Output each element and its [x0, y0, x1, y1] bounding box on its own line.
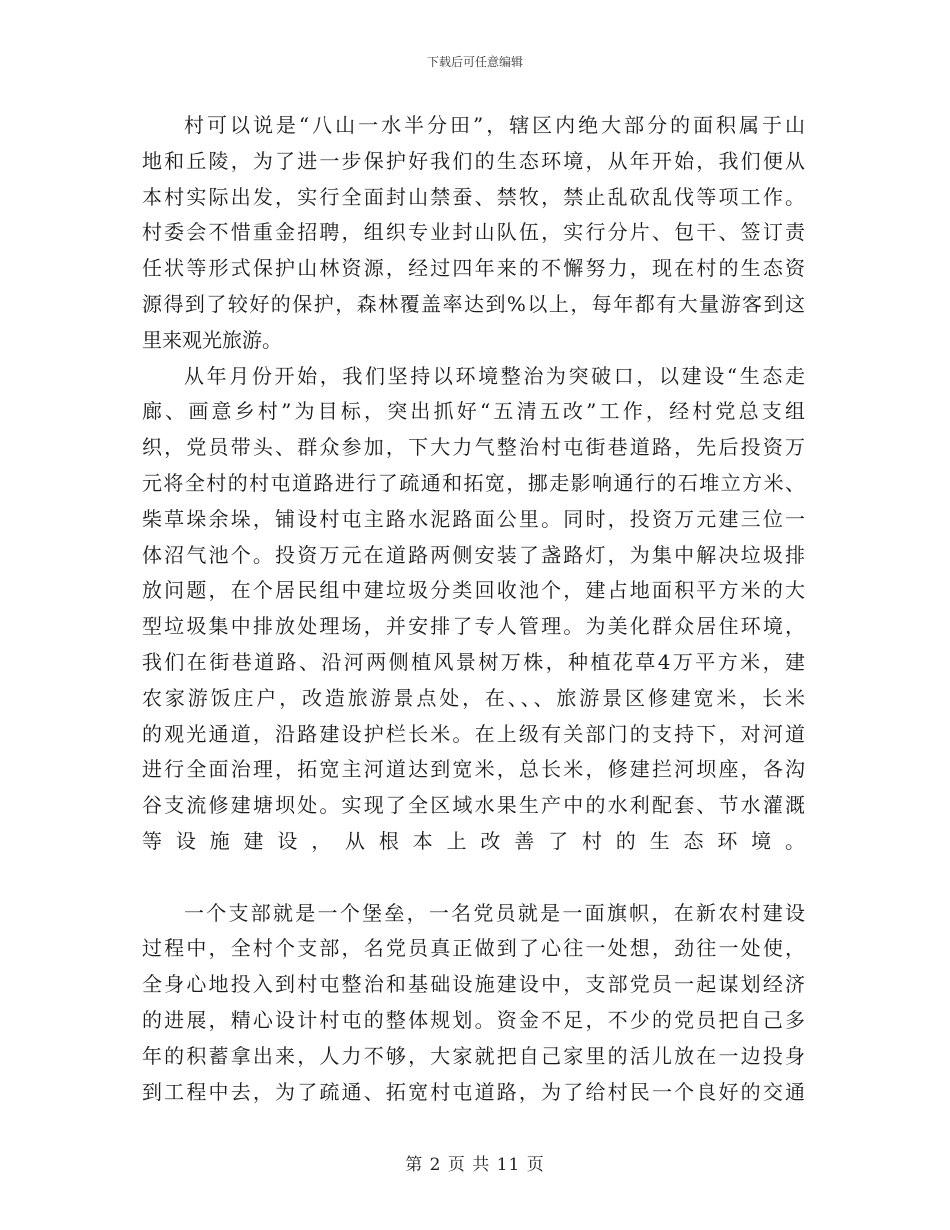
text-line: 里来观光旅游。 [142, 327, 282, 352]
text-line: 型垃圾集中排放处理场，并安排了专人管理。为美化群众居住环境， [142, 614, 805, 639]
text-line: 任状等形式保护山林资源，经过四年来的不懈努力，现在村的生态资 [142, 256, 805, 281]
text-line: 村可以说是“八山一水半分田”，辖区内绝大部分的面积属于山 [184, 113, 805, 137]
text-line: 我们在街巷道路、沿河两侧植风景树万株，种植花草4万平方米，建 [142, 649, 805, 674]
text-line [142, 860, 805, 896]
text-line: 的观光通道，沿路建设护栏长米。在上级有关部门的支持下，对河道 [142, 721, 805, 746]
text-line: 源得到了较好的保护，森林覆盖率达到%以上，每年都有大量游客到这 [142, 291, 805, 316]
text-line: 一个支部就是一个堡垒，一名党员就是一面旗帜，在新农村建设 [184, 900, 805, 925]
text-line: 柴草垛余垛，铺设村屯主路水泥路面公里。同时，投资万元建三位一 [142, 506, 805, 531]
text-line: 从年月份开始，我们坚持以环境整治为突破口，以建设“生态走 [184, 363, 805, 388]
text-line: 地和丘陵，为了进一步保护好我们的生态环境，从年开始，我们便从 [142, 148, 805, 173]
text-line: 等设施建设，从根本上改善了村的生态环境。 [142, 828, 805, 853]
text-line: 的进展，精心设计村屯的整体规划。资金不足，不少的党员把自己多 [142, 1007, 805, 1032]
text-line: 全身心地投入到村屯整治和基础设施建设中，支部党员一起谋划经济 [142, 972, 805, 997]
text-line: 体沼气池个。投资万元在道路两侧安装了盏路灯，为集中解决垃圾排 [142, 542, 805, 567]
text-line: 农家游饭庄户，改造旅游景点处，在、、、旅游景区修建宽米，长米 [142, 685, 805, 710]
text-line: 织，党员带头、群众参加，下大力气整治村屯街巷道路，先后投资万 [142, 435, 805, 460]
text-line: 年的积蓄拿出来，人力不够，大家就把自己家里的活儿放在一边投身 [142, 1043, 805, 1068]
page-header: 下载后可任意编辑 [426, 55, 523, 69]
text-line: 元将全村的村屯道路进行了疏通和拓宽，挪走影响通行的石堆立方米、 [142, 470, 805, 495]
paragraph-2 [142, 359, 805, 896]
paragraph-1 [142, 108, 805, 359]
text-line: 村委会不惜重金招聘，组织专业封山队伍，实行分片、包干、签订责 [142, 220, 805, 245]
text-line: 过程中，全村个支部，名党员真正做到了心往一处想，劲往一处使， [142, 936, 805, 961]
page-footer-page-number: 第 2 页 共 11 页 [405, 1155, 545, 1175]
text-line: 放问题，在个居民组中建垃圾分类回收池个，建占地面积平方米的大 [142, 578, 805, 603]
text-line: 谷支流修建塘坝处。实现了全区域水果生产中的水利配套、节水灌溉 [142, 793, 805, 818]
text-line: 进行全面治理，拓宽主河道达到宽米，总长米，修建拦河坝座，各沟 [142, 757, 805, 782]
text-line: 到工程中去，为了疏通、拓宽村屯道路，为了给村民一个良好的交通 [142, 1079, 805, 1104]
document-body [142, 108, 805, 1110]
text-line: 廊、画意乡村”为目标，突出抓好“五清五改”工作，经村党总支组 [142, 399, 805, 424]
text-line: 本村实际出发，实行全面封山禁蚕、禁牧，禁止乱砍乱伐等项工作。 [142, 184, 805, 209]
paragraph-3 [142, 896, 805, 1111]
